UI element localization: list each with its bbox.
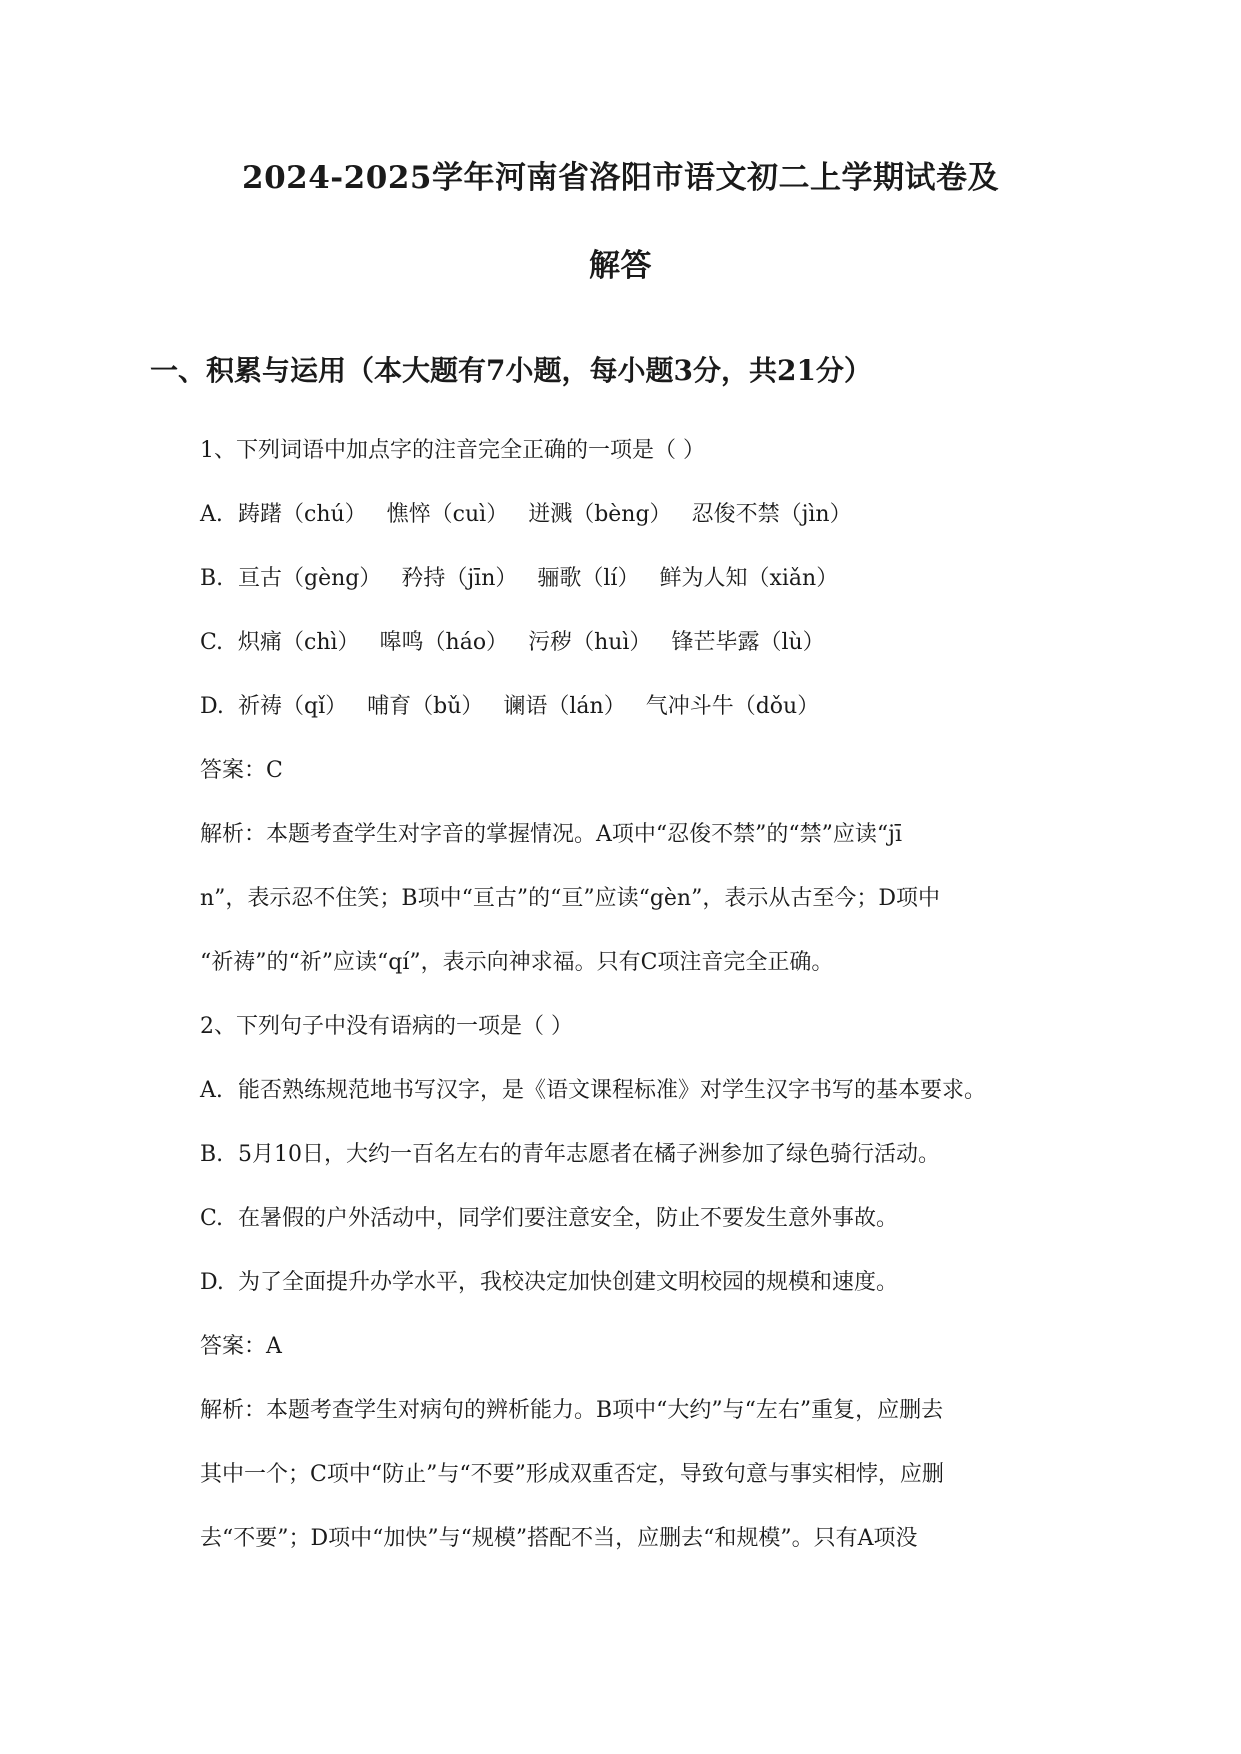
q2-analysis-line-2: 其中一个；C项中“防止”与“不要”形成双重否定，导致句意与事实相悖，应删 (200, 1462, 944, 1487)
option-text: 在暑假的户外活动中，同学们要注意安全，防止不要发生意外事故。 (238, 1206, 899, 1231)
option-item: 矜持（jīn） (401, 566, 518, 591)
section-heading: 一、积累与运用（本大题有7小题，每小题3分，共21分） (150, 354, 872, 387)
option-text: 5月10日，大约一百名左右的青年志愿者在橘子洲参加了绿色骑行活动。 (238, 1142, 940, 1167)
option-item: 亘古（gèng） (238, 566, 382, 591)
document-title-line-2: 解答 (589, 248, 652, 284)
option-item: 嗥鸣（háo） (379, 630, 509, 655)
q2-option-d (200, 1268, 898, 1298)
option-item: 炽痛（chì） (238, 630, 360, 655)
q2-answer: 答案：A (200, 1334, 282, 1359)
option-letter: A. (200, 1078, 223, 1103)
q2-option-c (200, 1204, 898, 1234)
q2-option-a (200, 1076, 986, 1106)
option-letter: D. (200, 1270, 224, 1295)
option-letter: C. (200, 630, 224, 655)
q2-option-b (200, 1140, 940, 1170)
option-item: 哺育（bǔ） (367, 694, 484, 719)
q1-option-b (200, 564, 838, 594)
option-item: 迸溅（bèng） (528, 502, 672, 527)
q2-analysis-line-1: 解析：本题考查学生对病句的辨析能力。B项中“大约”与“左右”重复，应删去 (200, 1398, 944, 1423)
option-letter: A. (200, 502, 223, 527)
q1-analysis-line-1: 解析：本题考查学生对字音的掌握情况。A项中“忍俊不禁”的“禁”应读“jī (200, 822, 902, 847)
q2-stem: 2、下列句子中没有语病的一项是（ ） (200, 1014, 573, 1039)
q1-stem: 1、下列词语中加点字的注音完全正确的一项是（ ） (200, 438, 705, 463)
document-title-line-1: 2024-2025学年河南省洛阳市语文初二上学期试卷及 (242, 160, 999, 196)
q2-analysis-line-3: 去“不要”；D项中“加快”与“规模”搭配不当，应删去“和规模”。只有A项没 (200, 1526, 918, 1551)
q1-analysis-line-3: “祈祷”的“祈”应读“qí”，表示向神求福。只有C项注音完全正确。 (200, 950, 834, 975)
option-letter: B. (200, 566, 224, 591)
option-item: 气冲斗牛（dǒu） (645, 694, 820, 719)
option-letter: B. (200, 1142, 224, 1167)
q1-option-a (200, 500, 852, 530)
option-item: 骊歌（lí） (537, 566, 640, 591)
option-item: 鲜为人知（xiǎn） (659, 566, 839, 591)
option-item: 憔悴（cuì） (386, 502, 509, 527)
option-letter: D. (200, 694, 224, 719)
q1-analysis-line-2: n”，表示忍不住笑；B项中“亘古”的“亘”应读“gèn”，表示从古至今；D项中 (200, 886, 940, 911)
option-text: 为了全面提升办学水平，我校决定加快创建文明校园的规模和速度。 (238, 1270, 899, 1295)
option-item: 忍俊不禁（jìn） (691, 502, 852, 527)
option-item: 污秽（huì） (528, 630, 652, 655)
option-item: 踌躇（chú） (238, 502, 367, 527)
option-letter: C. (200, 1206, 224, 1231)
option-item: 锋芒毕露（lù） (671, 630, 825, 655)
option-item: 谰语（lán） (503, 694, 626, 719)
option-text: 能否熟练规范地书写汉字，是《语文课程标准》对学生汉字书写的基本要求。 (238, 1078, 987, 1103)
q1-option-c (200, 628, 825, 658)
option-item: 祈祷（qǐ） (238, 694, 348, 719)
q1-option-d (200, 692, 819, 722)
q1-answer: 答案：C (200, 758, 283, 783)
